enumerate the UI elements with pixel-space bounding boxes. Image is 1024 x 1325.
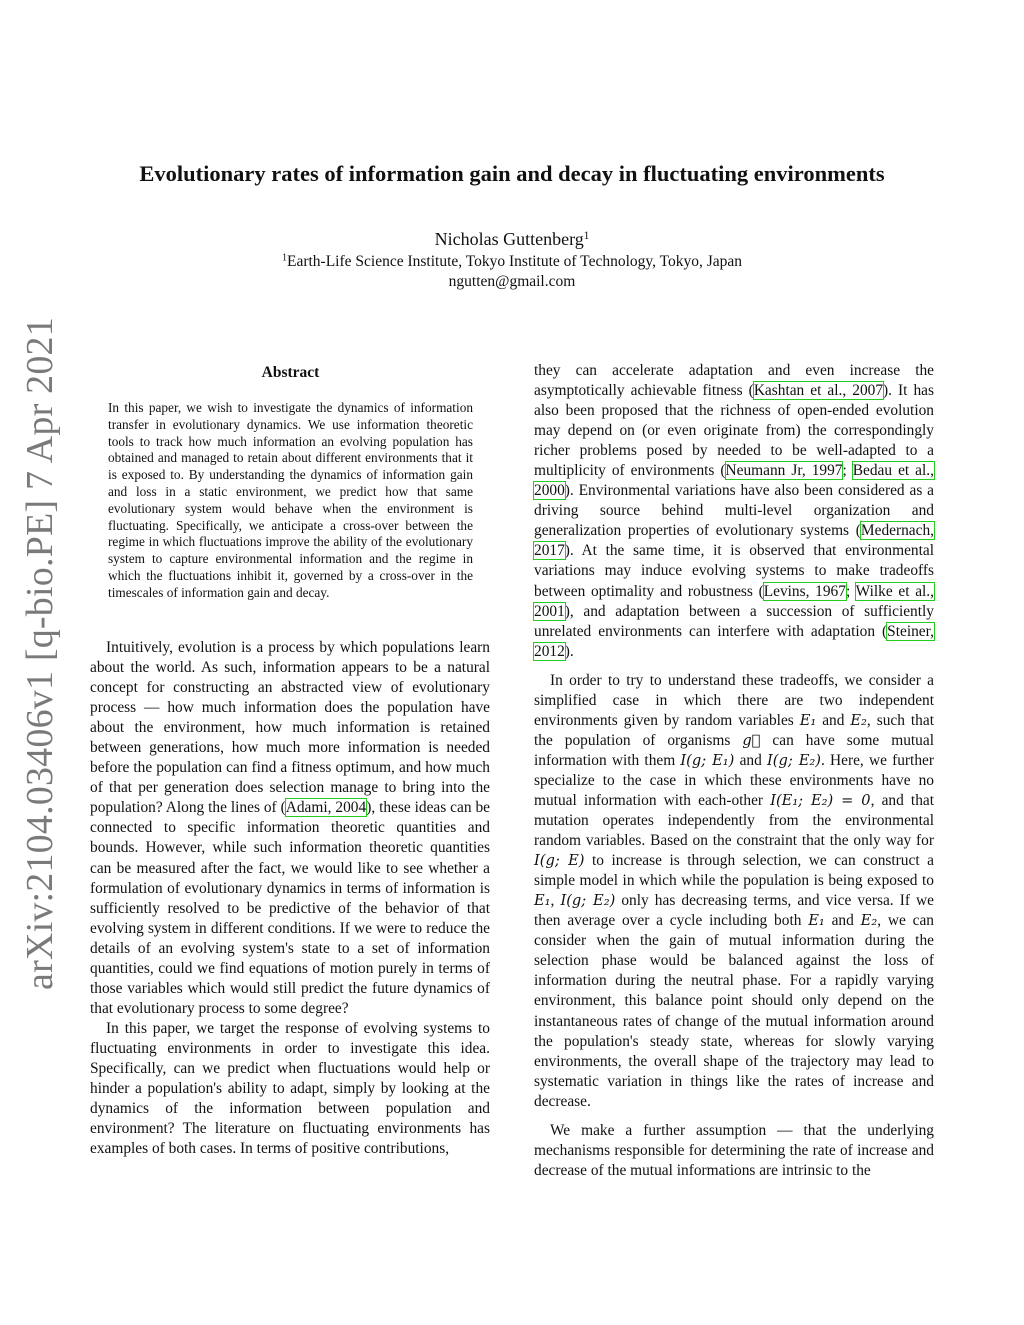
intro-paragraph-continued [534, 361, 934, 662]
math-e1: E₁ [799, 711, 817, 729]
abstract-section [108, 362, 473, 602]
author-affiliation [60, 251, 964, 272]
math-e2: E₂ [850, 711, 867, 729]
math-e1: E₁ [808, 912, 825, 930]
paper-title: Evolutionary rates of information gain and decay in fluctuating environments [139, 161, 885, 186]
text-run: can have some mutual information with them [534, 731, 934, 769]
math-i-g-e1: I(g; E₁) [680, 751, 735, 769]
author-block [60, 228, 964, 292]
text-run: , [550, 892, 561, 910]
abstract-text: In this paper, we wish to investigate the dynamics of information transfer in evolutionary dynamics. We use information theoretic tools to track how much information an evolving population has obtained and managed to retain about different environments that it is exposed to. By understanding the dynamics of information gain and loss in a static environment, we predict how that same evolutionary system would behave when the environment is fluctuating. Specifically, we anticipate a cross-over between the regime in which fluctuations improve the ability of the evolutionary system to capture environmental information and the regime in which the fluctuations inhibit it, governed by a cross-over in the timescales of information gain and decay. [108, 400, 473, 600]
citation-link-medernach[interactable]: Medernach, 2017 [534, 522, 934, 560]
text-run: Intuitively, evolution is a process by which populations learn about the world. As such, information appears to be a natural concept for constructing an abstracted view of evolutionary process — how much information does the population have about the environment, how much information is retained between generations, how much more information is needed before the population can find a fitness optimum, and how much of that per generation does selection manage to bring into the population? Along the lines of ( [90, 639, 490, 817]
affiliation-text: Earth-Life Science Institute, Tokyo Institute of Technology, Tokyo, Japan [286, 253, 743, 270]
author-name: Nicholas Guttenberg [434, 229, 584, 249]
text-run: ), these ideas can be connected to specific information theoretic quantities and bounds. However, while such information theoretic quantities can be measured after the fact, we would like to see whether a formulation of evolutionary dynamics in terms of information is sufficiently resolved to be predictive of the behavior of that evolving system in different conditions. If we were to reduce the details of an evolving system's state to a set of information quantities, could we find equations of motion purely in terms of those variables which would still predict the future dynamics of that evolutionary process to some degree? [90, 799, 490, 1017]
text-run: ). [564, 642, 574, 660]
math-i-g-e: I(g; E) [534, 852, 585, 870]
right-text-column [534, 361, 934, 1181]
citation-link-kashtan[interactable]: Kashtan et al., 2007 [753, 382, 884, 400]
text-run: , such that the population of organisms [534, 711, 934, 749]
text-run: they can accelerate adaptation and even increase the asymptotically achievable fitness ( [534, 362, 934, 400]
text-run: and [824, 912, 861, 930]
arxiv-identifier-stamp: arXiv:2104.03406v1 [q-bio.PE] 7 Apr 2021 [19, 317, 61, 990]
citation-link-bedau[interactable]: Bedau et al., 2000 [534, 462, 934, 500]
citation-link-wilke[interactable]: Wilke et al., 2001 [534, 582, 934, 620]
math-e1: E₁ [534, 892, 551, 910]
intro-paragraph-2: In this paper, we target the response of evolving systems to fluctuating environments in order to investigate this idea. Specifically, can we predict when fluctuations would help or hinder a population's ability to adapt, simply by looking at the dynamics of the information between population and environment? The literature on fluctuating environments has examples of both cases. In terms of positive contributions, [90, 1019, 490, 1158]
text-run: and [734, 751, 767, 769]
math-g-vector: g⃗ [742, 731, 761, 749]
affiliation-superscript: 1 [281, 252, 287, 264]
text-run: , and that mutation operates independently from the environmental random variables. Based on the constraint that the only way for [534, 791, 934, 850]
text-run: ). Environmental variations have also been considered as a driving source behind multi-level organization and generalization properties of evolutionary systems ( [534, 482, 934, 540]
model-paragraph [534, 671, 934, 1112]
text-run: ; [842, 462, 853, 480]
text-run: ). At the same time, it is observed that environmental variations may induce evolving systems to make tradeoffs between optimality and robustness ( [534, 542, 934, 600]
abstract-heading: Abstract [261, 364, 320, 381]
citation-link-neumann[interactable]: Neumann Jr, 1997 [725, 462, 843, 480]
author-line [60, 228, 964, 251]
text-run: , we can consider when the gain of mutual information during the selection phase would be balanced against the loss of information during the neutral phase. For a rapidly varying environment, this balance point should only depend on the instantaneous rates of change of the mutual information around the population's steady state, whereas for slowly varying environments, the overall shape of the trajectory may lead to systematic variation in things like the rates of increase and decrease. [534, 912, 934, 1110]
math-e2: E₂ [860, 912, 878, 930]
math-i-g-e2: I(g; E₂) [767, 751, 821, 769]
text-run: and [816, 711, 851, 729]
text-run: In order to try to understand these tradeoffs, we consider a simplified case in which there are two independent environments given by random variables [534, 671, 934, 729]
author-superscript: 1 [583, 229, 590, 242]
assumption-paragraph: We make a further assumption — that the underlying mechanisms responsible for determining the rate of increase and decrease of the mutual informations are intrinsic to the [534, 1121, 934, 1179]
text-run: ; [845, 582, 856, 600]
text-run: ). It has also been proposed that the richness of open-ended evolution may depend on (or even originate from) the correspondingly richer problems posed by needed to be well-adapted to a multiplicity of environments ( [534, 382, 934, 480]
math-i-e1-e2: I(E₁; E₂) = 0 [770, 791, 871, 809]
citation-link-steiner[interactable]: Steiner, 2012 [534, 622, 934, 660]
text-run: ), and adaptation between a succession of sufficiently unrelated environments can interfere with adaptation ( [534, 602, 934, 640]
author-email[interactable]: ngutten@gmail.com [448, 273, 576, 290]
intro-paragraph-1 [90, 638, 490, 1019]
math-i-g-e2: I(g; E₂) [560, 892, 616, 910]
text-run: . Here, we further specialize to the case in which these environments have no mutual information with each-other [534, 751, 934, 809]
left-text-column [90, 638, 490, 1159]
citation-link-levins[interactable]: Levins, 1967 [763, 582, 846, 600]
citation-link-adami[interactable]: Adami, 2004 [285, 799, 367, 817]
text-run: to increase is through selection, we can construct a simple model in which while the population is being exposed to [534, 852, 934, 890]
text-run: only has decreasing terms, and vice versa. If we then average over a cycle including both [534, 892, 934, 930]
